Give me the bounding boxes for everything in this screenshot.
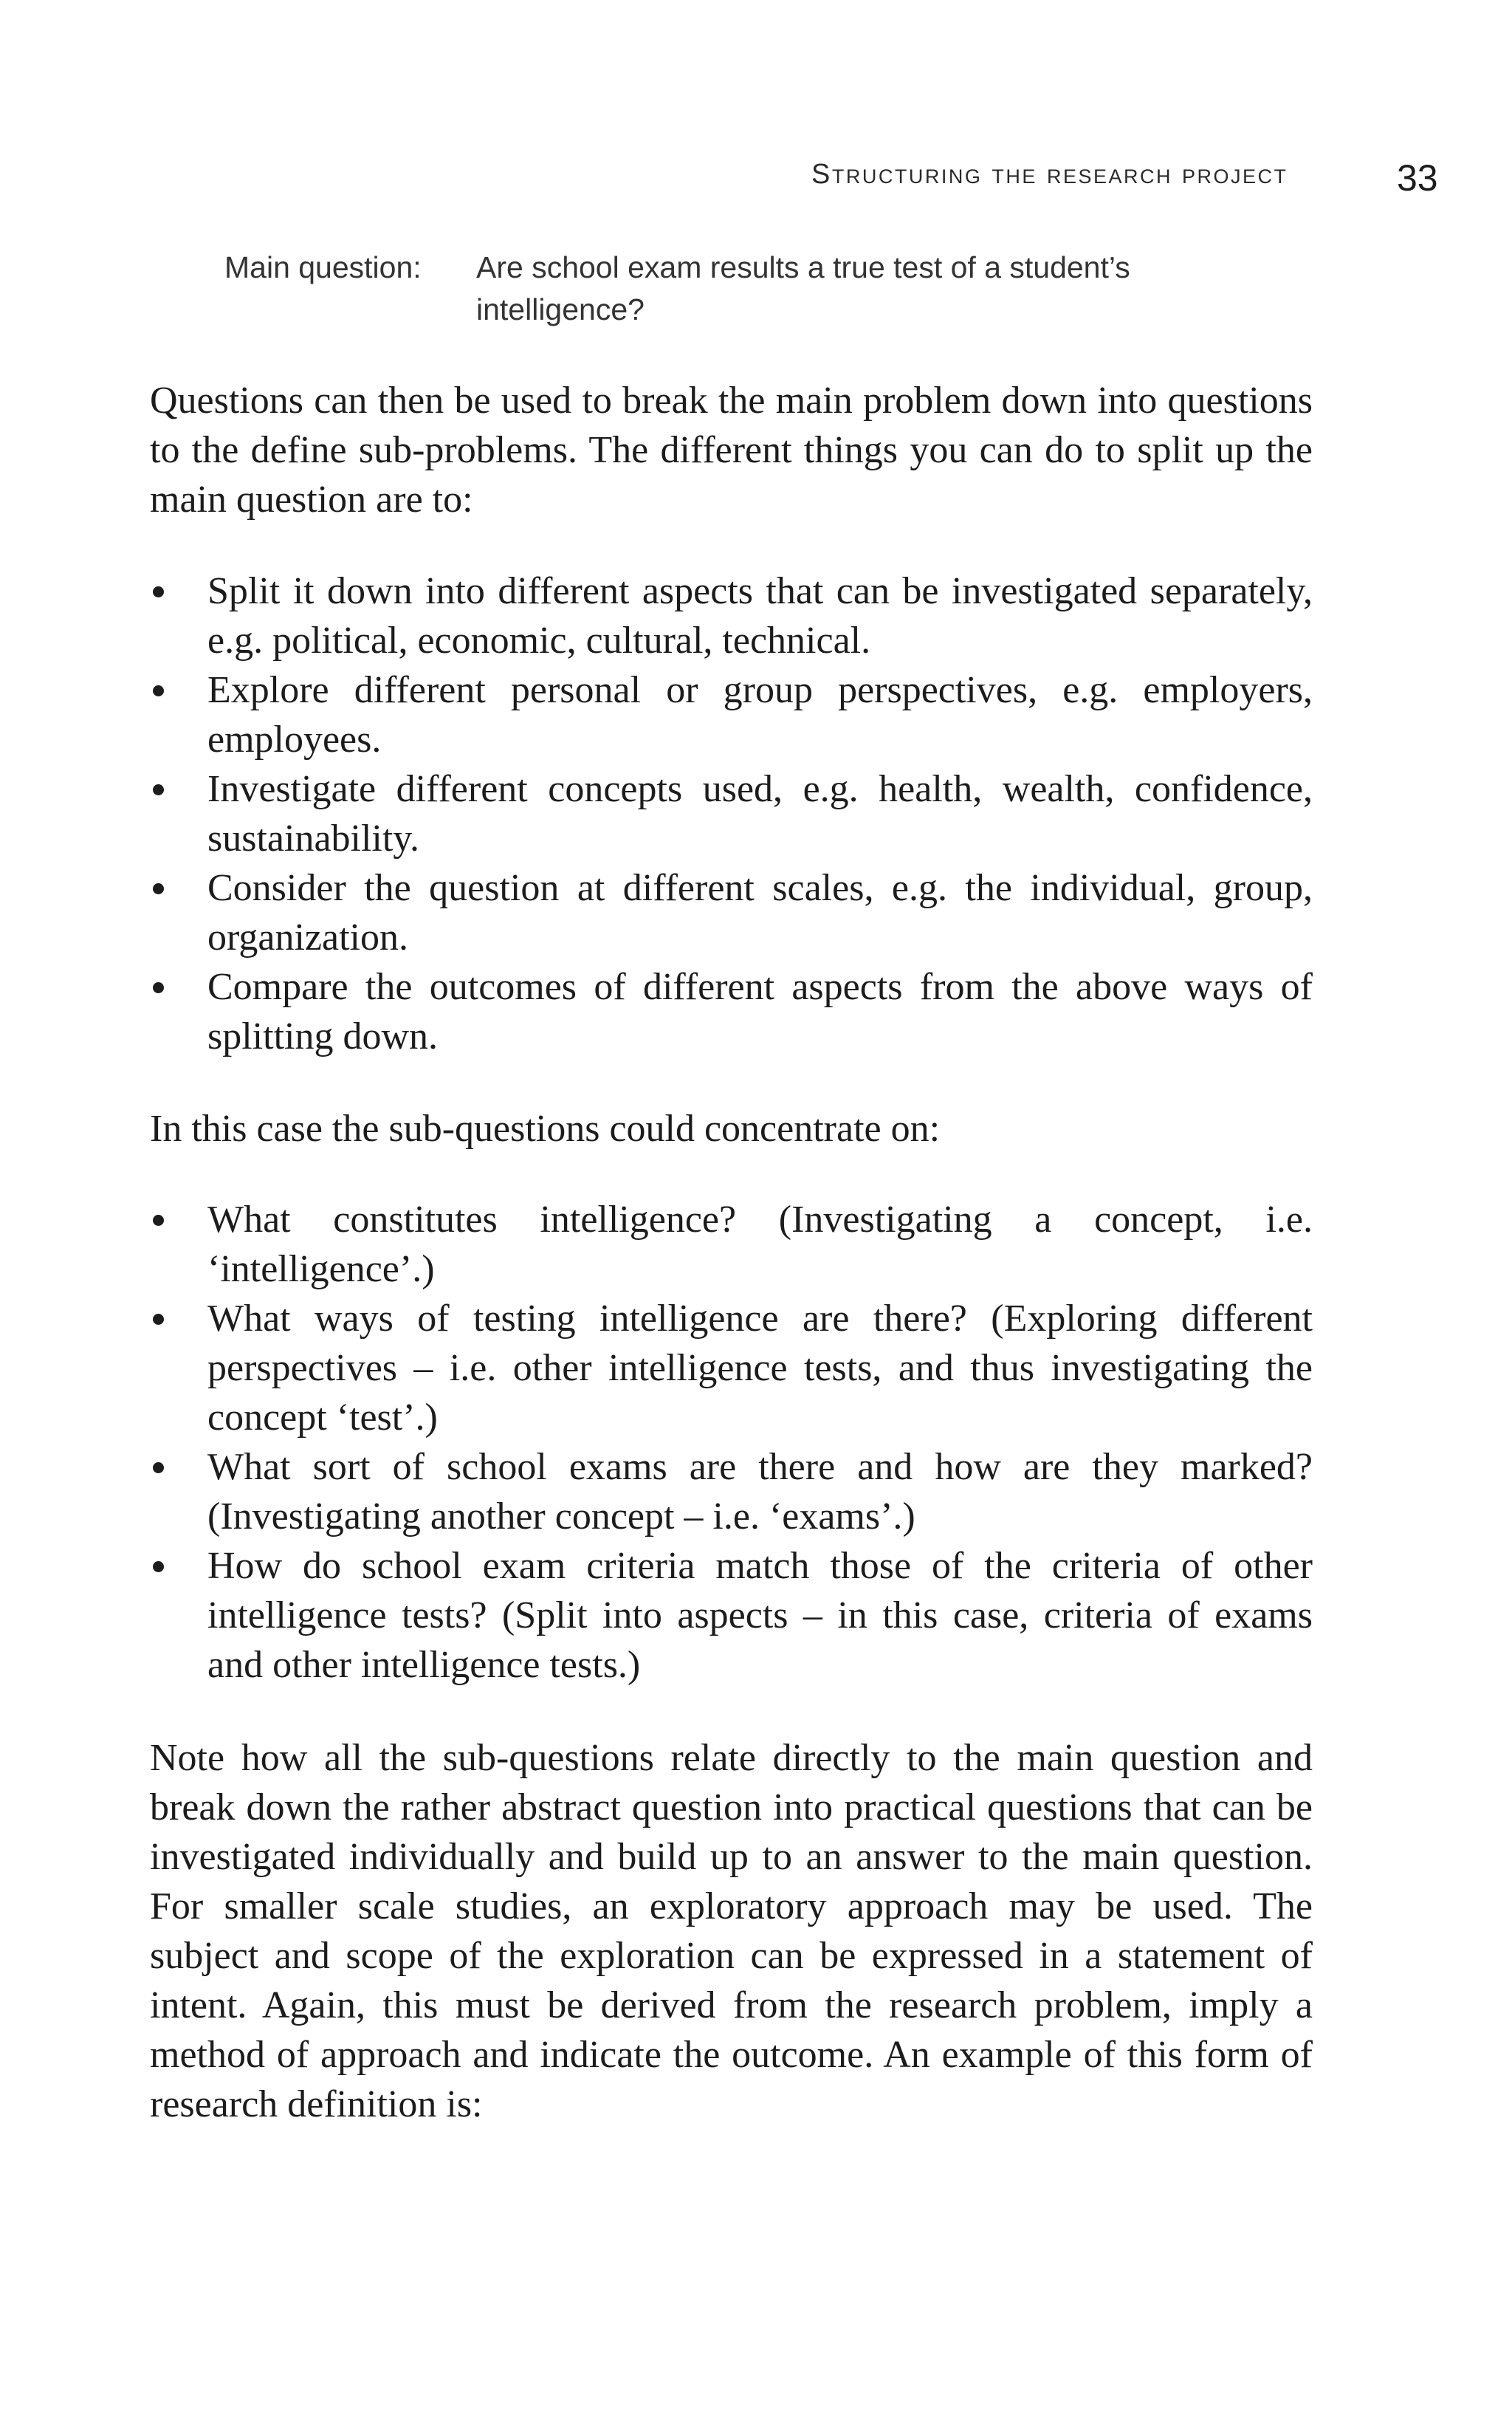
bullet-icon [153, 784, 164, 795]
split-methods-list [150, 566, 1313, 1061]
list-item [150, 1195, 1313, 1294]
list-item-text: Investigate different concepts used, e.g. health, wealth, confidence, sustainability. [207, 768, 1313, 860]
main-question-block [224, 247, 1243, 331]
list-item [150, 1294, 1313, 1442]
main-question-label: Main question: [224, 250, 422, 284]
running-header: Structuring the research project [811, 159, 1288, 190]
list-item [150, 1541, 1313, 1690]
bullet-icon [153, 1215, 164, 1226]
sub-questions-list [150, 1195, 1313, 1690]
list-item [150, 764, 1313, 863]
list-item [150, 566, 1313, 665]
list-item [150, 1442, 1313, 1541]
bullet-icon [153, 1314, 164, 1325]
list-item-text: Split it down into different aspects that can be investigated separately, e.g. political, economic, cultural, technical. [207, 570, 1313, 662]
bullet-icon [153, 685, 164, 696]
bullet-icon [153, 883, 164, 894]
list-item-text: Consider the question at different scales, e.g. the individual, group, organization. [207, 867, 1313, 959]
paragraph-intro [150, 376, 1313, 524]
list-item-text: What ways of testing intelligence are there? (Exploring different perspectives – i.e. other intelligence tests, and thus investigating the concept ‘test’.) [207, 1298, 1313, 1439]
list-item-text: What constitutes intelligence? (Investigating a concept, i.e. ‘intelligence’.) [207, 1199, 1313, 1290]
page-number: 33 [1397, 157, 1438, 199]
list-item-text: How do school exam criteria match those of the criteria of other intelligence tests? (Split into aspects – in this case, criteria of exams and other intelligence tests.) [207, 1545, 1313, 1686]
list-item-text: What sort of school exams are there and how are they marked? (Investigating another concept – i.e. ‘exams’.) [207, 1446, 1313, 1538]
paragraph-text: In this case the sub-questions could concentrate on: [150, 1108, 941, 1150]
list-item [150, 962, 1313, 1061]
bullet-icon [153, 1561, 164, 1572]
bullet-icon [153, 1462, 164, 1473]
list-item [150, 665, 1313, 764]
bullet-icon [153, 982, 164, 993]
main-question-text: Are school exam results a true test of a student’s intelligence? [476, 250, 1130, 326]
bullet-icon [153, 586, 164, 597]
list-item-text: Compare the outcomes of different aspects from the above ways of splitting down. [207, 966, 1313, 1058]
paragraph-text: Questions can then be used to break the main problem down into questions to the define sub-problems. The different things you can do to split up the main question are to: [150, 380, 1313, 521]
list-item-text: Explore different personal or group perspectives, e.g. employers, employees. [207, 669, 1313, 761]
list-item [150, 863, 1313, 962]
paragraph-note [150, 1733, 1313, 2129]
paragraph-sub-questions-intro [150, 1104, 1313, 1154]
paragraph-text: Note how all the sub-questions relate directly to the main question and break down the rather abstract question into practical questions that can be investigated individually and build up to an answer to the main question. For smaller scale studies, an exploratory approach may be used. The subject and scope of the exploration can be expressed in a statement of intent. Again, this must be derived from the research problem, imply a method of approach and indicate the outcome. An example of this form of research definition is: [150, 1737, 1313, 2125]
